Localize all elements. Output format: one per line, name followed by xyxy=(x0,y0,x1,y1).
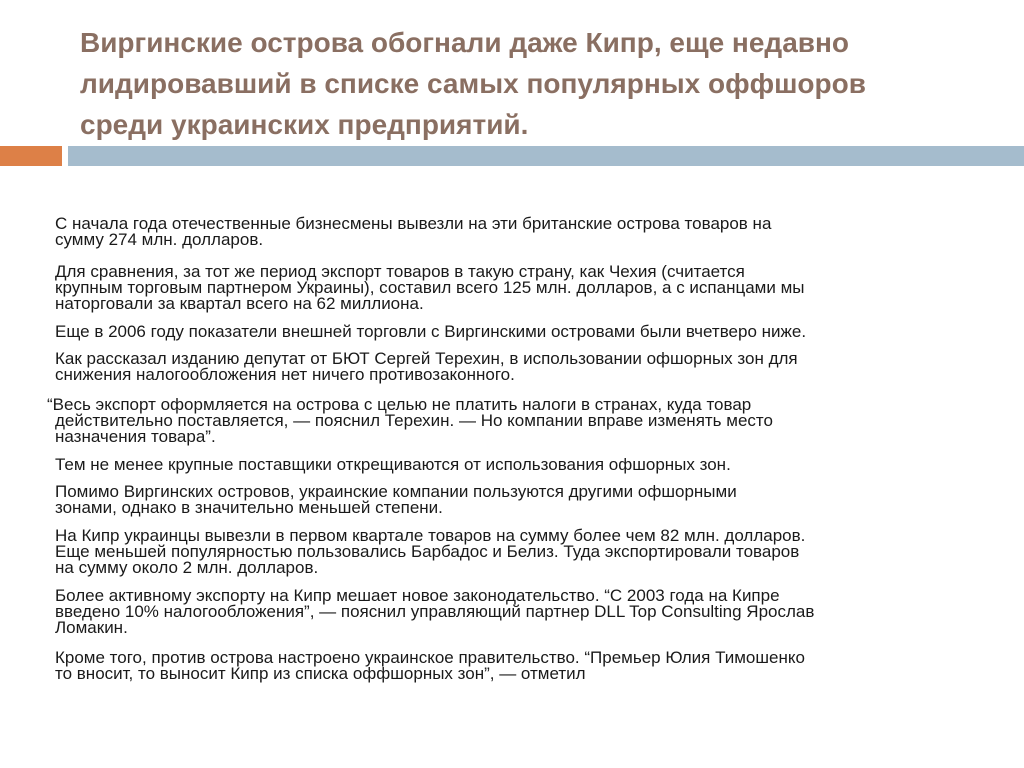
text-line: назначения товара”. xyxy=(55,427,216,446)
text-line: наторговали за квартал всего на 62 миллиона. xyxy=(55,294,424,313)
accent-bar-orange xyxy=(0,146,62,166)
text-line: Еще меньшей популярностью пользовались Барбадос и Белиз. Туда экспортировали товаров xyxy=(55,542,800,561)
paragraph-10 xyxy=(55,650,995,682)
text-line: действительно поставляется, — пояснил Терехин. — Но компании вправе изменять место xyxy=(55,411,773,430)
paragraph-9 xyxy=(55,588,995,636)
paragraph-2 xyxy=(55,264,995,312)
paragraph-5-quote xyxy=(47,397,987,445)
text-line: “Весь экспорт оформляется на острова с целью не платить налоги в странах, куда товар xyxy=(47,395,752,414)
text-line: снижения налогообложения нет ничего противозаконного. xyxy=(55,365,515,384)
paragraph-3 xyxy=(55,324,995,340)
text-line: введено 10% налогообложения”, — пояснил управляющий партнер DLL Top Consulting Ярослав xyxy=(55,602,815,621)
text-line: Еще в 2006 году показатели внешней торговли с Виргинскими островами были вчетверо ниже. xyxy=(55,322,807,341)
paragraph-8 xyxy=(55,528,995,576)
slide-title xyxy=(80,22,980,145)
text-line: сумму 274 млн. долларов. xyxy=(55,230,264,249)
paragraph-7 xyxy=(55,484,995,516)
accent-bar-blue xyxy=(68,146,1024,166)
text-line: С начала года отечественные бизнесмены вывезли на эти британские острова товаров на xyxy=(55,214,772,233)
text-line: то вносит, то выносит Кипр из списка оффшорных зон”, — отметил xyxy=(55,664,586,683)
text-line: на сумму около 2 млн. долларов. xyxy=(55,558,319,577)
title-line: лидировавший в списке самых популярных оффшоров xyxy=(80,68,866,99)
text-line: Помимо Виргинских островов, украинские компании пользуются другими офшорными xyxy=(55,482,737,501)
text-line: зонами, однако в значительно меньшей степени. xyxy=(55,498,443,517)
text-line: Как рассказал изданию депутат от БЮТ Сергей Терехин, в использовании офшорных зон для xyxy=(55,349,798,368)
paragraph-6 xyxy=(55,457,995,473)
text-line: Более активному экспорту на Кипр мешает новое законодательство. “С 2003 года на Кипре xyxy=(55,586,780,605)
title-line: среди украинских предприятий. xyxy=(80,109,529,140)
title-line: Виргинские острова обогнали даже Кипр, еще недавно xyxy=(80,27,849,58)
text-line: На Кипр украинцы вывезли в первом квартале товаров на сумму более чем 82 млн. долларов. xyxy=(55,526,806,545)
text-line: Кроме того, против острова настроено украинское правительство. “Премьер Юлия Тимошенко xyxy=(55,648,805,667)
text-line: Ломакин. xyxy=(55,618,128,637)
text-line: Тем не менее крупные поставщики открещиваются от использования офшорных зон. xyxy=(55,455,731,474)
text-line: Для сравнения, за тот же период экспорт товаров в такую страну, как Чехия (считается xyxy=(55,262,745,281)
paragraph-4 xyxy=(55,351,995,383)
text-line: крупным торговым партнером Украины), составил всего 125 млн. долларов, а с испанцами мы xyxy=(55,278,805,297)
paragraph-1 xyxy=(55,216,995,248)
